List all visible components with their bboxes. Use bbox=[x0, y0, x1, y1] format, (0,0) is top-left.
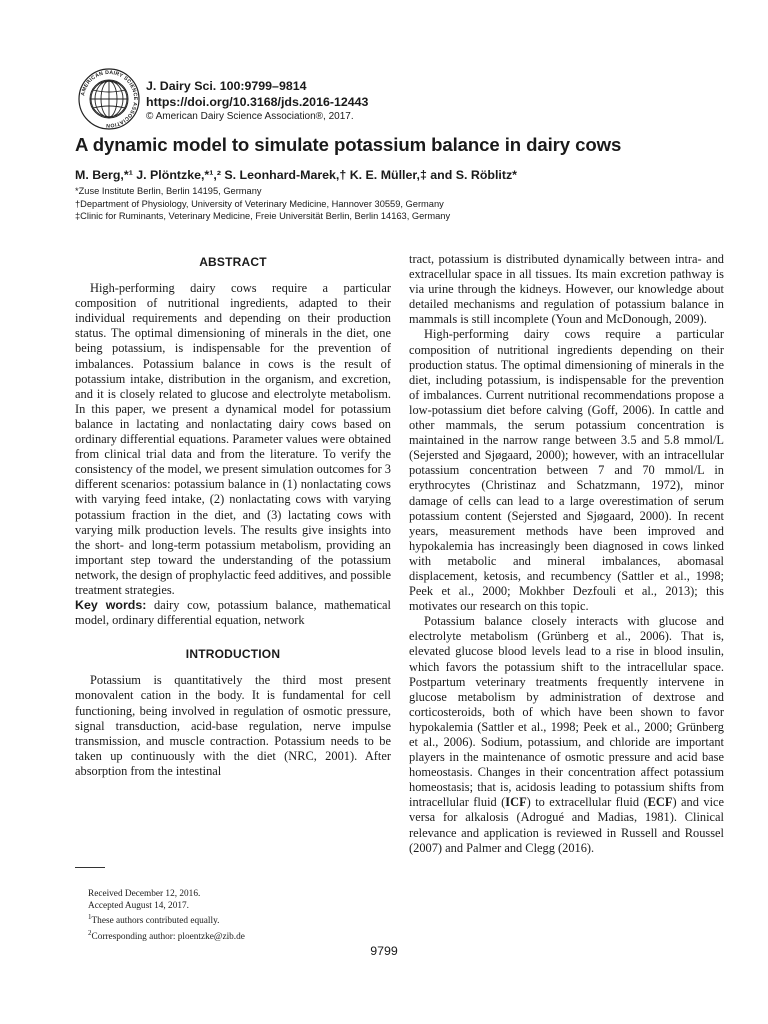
citation: J. Dairy Sci. 100:9799–9814 bbox=[146, 79, 307, 93]
affiliation: *Zuse Institute Berlin, Berlin 14195, Germany bbox=[75, 186, 262, 196]
received-date: Received December 12, 2016. bbox=[88, 889, 201, 899]
journal-header bbox=[146, 78, 368, 124]
footnote-1: $^1$These authors contributed equally. bbox=[88, 913, 220, 927]
introduction-heading: INTRODUCTION bbox=[185, 647, 281, 662]
author-list: M. Berg,*¹ J. Plöntzke,*¹,² S. Leonhard-Marek,† K. E. Müller,‡ and S. Röblitz* bbox=[75, 168, 518, 182]
keywords-label: Key words: bbox=[75, 598, 147, 613]
intro-paragraph-continued: tract, potassium is distributed dynamically between intra- and extracellular space in all tissues. Its main excretion pathway is via urine through the kidneys. However, our knowledge about detailed mechanisms and regulation of potassium balance in mammals is still incomplete (Youn and McDonough, 2009). bbox=[409, 252, 724, 327]
keywords-text: dairy cow, potassium balance, mathematical model, ordinary differential equation, network bbox=[75, 598, 391, 628]
intro-paragraph: Potassium balance closely interacts with glucose and electrolyte metabolism (Grünberg et al., 2006). That is, elevated glucose blood levels lead to a rise in blood insulin, which favors the potassium shift to the intracellular space. Postpartum veterinary treatments frequently intervene in glucose metabolism by administration of dextrose and corticosteroids, both of which have been shown to favor hypokalemia (Sattler et al., 1998; Peek et al., 2000; Grünberg et al., 2006). Sodium, potassium, and chloride are important players in the maintenance of osmotic pressure and acid base homeostasis. Changes in their concentration affect potassium homeostasis; that is, acidosis leading to potassium shifts from intracellular fluid (ICF) to extracellular fluid (ECF) and vice versa for alkalosis (Adrogué and Madias, 1981). Clinical relevance and application is reviewed in Russell and Roussel (2007) and Palmer and Clegg (2016). bbox=[409, 614, 725, 855]
intro-paragraph: Potassium is quantitatively the third most present monovalent cation in the body. It is fundamental for cell functioning, being involved in regulation of osmotic pressure, signal transduction, acid-base regulation, nerve impulse transmission, and muscle contraction. Potassium needs to be taken up continuously with the diet (NRC, 2001). After absorption from the intestinal bbox=[75, 673, 391, 778]
footnote-divider bbox=[75, 867, 105, 868]
affiliations bbox=[75, 185, 735, 223]
intro-paragraph: High-performing dairy cows require a particular composition of nutritional ingredients depending on their production status. The optimal dimensioning of minerals in the diet, including potassium, is indispensable for the prevention of imbalances. Current nutritional recommendations propose a low-potassium diet before calving (Goff, 2006). In cattle and other mammals, the serum potassium concentration is maintained in the narrow range between 3.5 and 5.8 mmol/L (Sejersted and Sjøgaard, 2000); however, with an intracellular potassium concentration between 7 and 70 mmol/L in erythrocytes (Christinaz and Schatzmann, 1972), minor damage of cells can lead to a large overestimation of serum potassium content (Sejersted and Sjøgaard, 2000). In recent years, measurement methods have been improved and hypokalemia has increasingly been diagnosed in cows linked with metabolic and mineral imbalances, abomasal displacement, ketosis, and recumbency (Sattler et al., 1998; Peek et al., 2000; Mokhber Dezfouli et al., 2013); this motivates our research on this topic. bbox=[409, 327, 724, 614]
footnote-2: $^2$Corresponding author: ploentzke@zib.de bbox=[88, 928, 245, 942]
abstract-text: High-performing dairy cows require a particular composition of nutritional ingredients, adapted to their individual requirements and depending on their production status. The optimal dimensioning of minerals in the diet, one being potassium, is indispensable for the prevention of imbalances. Potassium balance in cows is the result of potassium intake, distribution in the organism, and excretion, and it is closely related to glucose and electrolyte metabolism. In this paper, we present a dynamical model for potassium balance in lactating and nonlactating dairy cows based on ordinary differential equations. Parameter values were obtained from clinical trial data and from the literature. To verify the consistency of the model, we present simulation outcomes for 3 different scenarios: potassium balance in (1) nonlactating cows with varying feed intake, (2) nonlactating cows with varying potassium fraction in the diet, and (3) lactating cows with varying milk production levels. The results give insights into the short- and long-term potassium metabolism, providing an important step toward the understanding of the potassium network, the design of prophylactic feed additives, and possible treatment strategies. bbox=[75, 281, 391, 597]
affiliation: ‡Clinic for Ruminants, Veterinary Medicine, Freie Universität Berlin, Berlin 14163, Germany bbox=[75, 211, 451, 221]
left-column bbox=[75, 255, 391, 779]
right-column bbox=[409, 252, 724, 856]
paper-title: A dynamic model to simulate potassium balance in dairy cows bbox=[75, 134, 622, 155]
abstract-heading: ABSTRACT bbox=[199, 255, 267, 269]
icf-term: ICF bbox=[505, 795, 527, 810]
footnotes bbox=[88, 889, 245, 943]
keywords bbox=[75, 598, 391, 628]
ads-association-logo bbox=[78, 68, 140, 130]
affiliation: †Department of Physiology, University of Veterinary Medicine, Hannover 30559, Germany bbox=[75, 198, 444, 209]
svg-text:AMERICAN DAIRY SCIENCE ASSOCIA: AMERICAN DAIRY SCIENCE ASSOCIATION bbox=[80, 69, 139, 129]
accepted-date: Accepted August 14, 2017. bbox=[88, 900, 189, 911]
page-number: 9799 bbox=[370, 944, 398, 958]
copyright: © American Dairy Science Association®, 2017. bbox=[146, 111, 354, 122]
doi-link[interactable]: https://doi.org/10.3168/jds.2016-12443 bbox=[146, 95, 369, 109]
ecf-term: ECF bbox=[647, 795, 673, 810]
